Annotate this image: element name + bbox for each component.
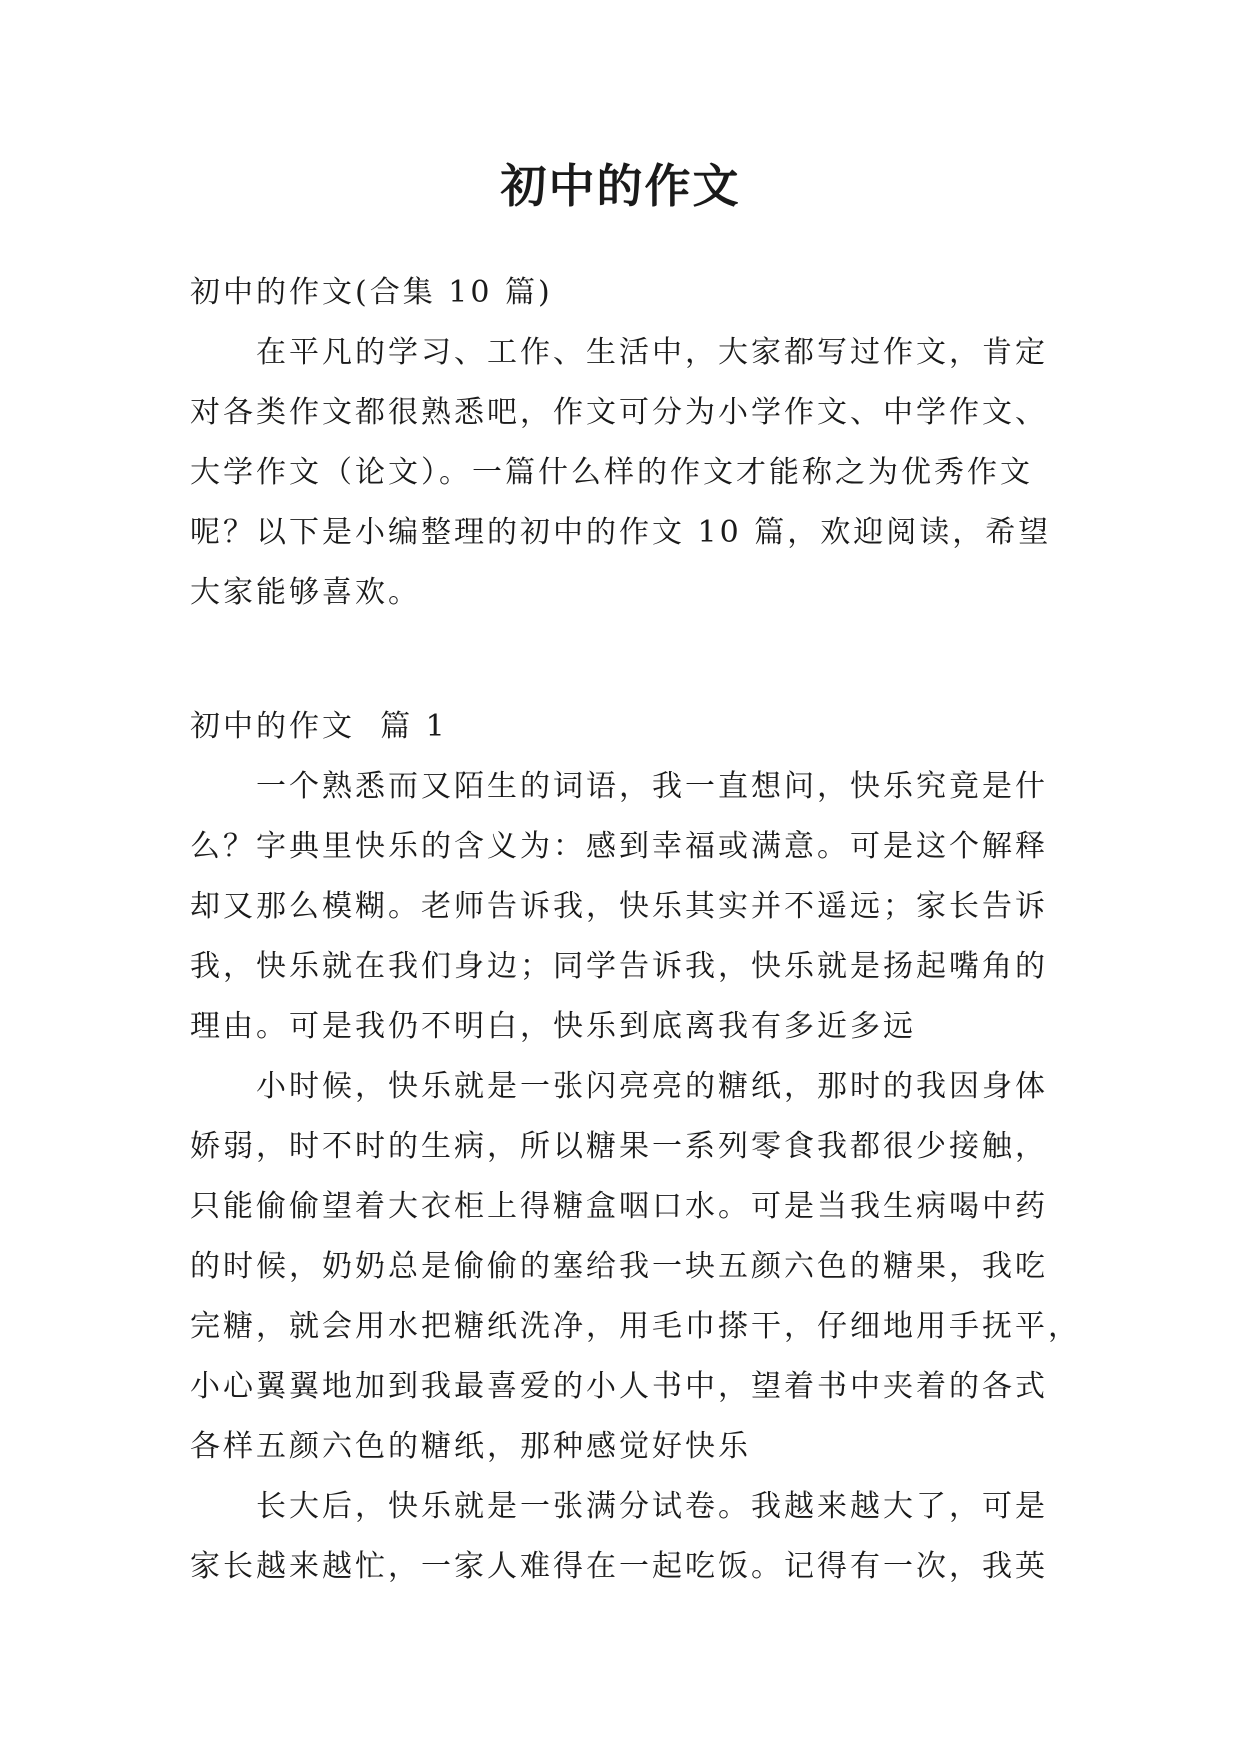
document-body: [190, 263, 1081, 1597]
paragraph-line: 小心翼翼地加到我最喜爱的小人书中，望着书中夹着的各式: [190, 1369, 1048, 1404]
paragraph-line: 完糖，就会用水把糖纸洗净，用毛巾搽干，仔细地用手抚平，: [190, 1309, 1081, 1344]
paragraph-line: 大家能够喜欢。: [190, 575, 421, 610]
paragraph-3: [190, 1477, 1062, 1597]
paragraph-line: 我，快乐就在我们身边；同学告诉我，快乐就是扬起嘴角的: [190, 949, 1048, 984]
document-title: 初中的作文: [500, 159, 741, 213]
paragraph-2: [190, 1057, 1081, 1477]
paragraph-line: 小时候，快乐就是一张闪亮亮的糖纸，那时的我因身体: [256, 1069, 1048, 1104]
paragraph-line: 对各类作文都很熟悉吧，作文可分为小学作文、中学作文、: [190, 395, 1048, 430]
paragraph-line: 却又那么模糊。老师告诉我，快乐其实并不遥远；家长告诉: [190, 889, 1048, 924]
paragraph-1: [190, 757, 1062, 1057]
paragraph-line: 家长越来越忙，一家人难得在一起吃饭。记得有一次，我英: [190, 1549, 1048, 1584]
intro-paragraph: [190, 323, 1062, 623]
paragraph-line: 一个熟悉而又陌生的词语，我一直想问，快乐究竟是什: [256, 769, 1048, 804]
section-spacer: [190, 623, 1062, 697]
collection-subtitle: 初中的作文(合集 10 篇): [190, 275, 553, 310]
paragraph-line: 只能偷偷望着大衣柜上得糖盒咽口水。可是当我生病喝中药: [190, 1189, 1048, 1224]
paragraph-line: 各样五颜六色的糖纸，那种感觉好快乐: [190, 1429, 751, 1464]
paragraph-line: 理由。可是我仍不明白，快乐到底离我有多近多远: [190, 1009, 916, 1044]
paragraph-line: 呢？以下是小编整理的初中的作文 10 篇，欢迎阅读，希望: [190, 515, 1052, 550]
paragraph-line: 么？字典里快乐的含义为：感到幸福或满意。可是这个解释: [190, 829, 1048, 864]
paragraph-line: 的时候，奶奶总是偷偷的塞给我一块五颜六色的糖果，我吃: [190, 1249, 1048, 1284]
paragraph-line: 大学作文（论文）。一篇什么样的作文才能称之为优秀作文: [190, 455, 1033, 490]
paragraph-line: 娇弱，时不时的生病，所以糖果一系列零食我都很少接触，: [190, 1129, 1048, 1164]
section-heading: 初中的作文 篇 1: [190, 709, 448, 744]
paragraph-line: 长大后，快乐就是一张满分试卷。我越来越大了，可是: [256, 1489, 1048, 1524]
paragraph-line: 在平凡的学习、工作、生活中，大家都写过作文，肯定: [256, 335, 1048, 370]
